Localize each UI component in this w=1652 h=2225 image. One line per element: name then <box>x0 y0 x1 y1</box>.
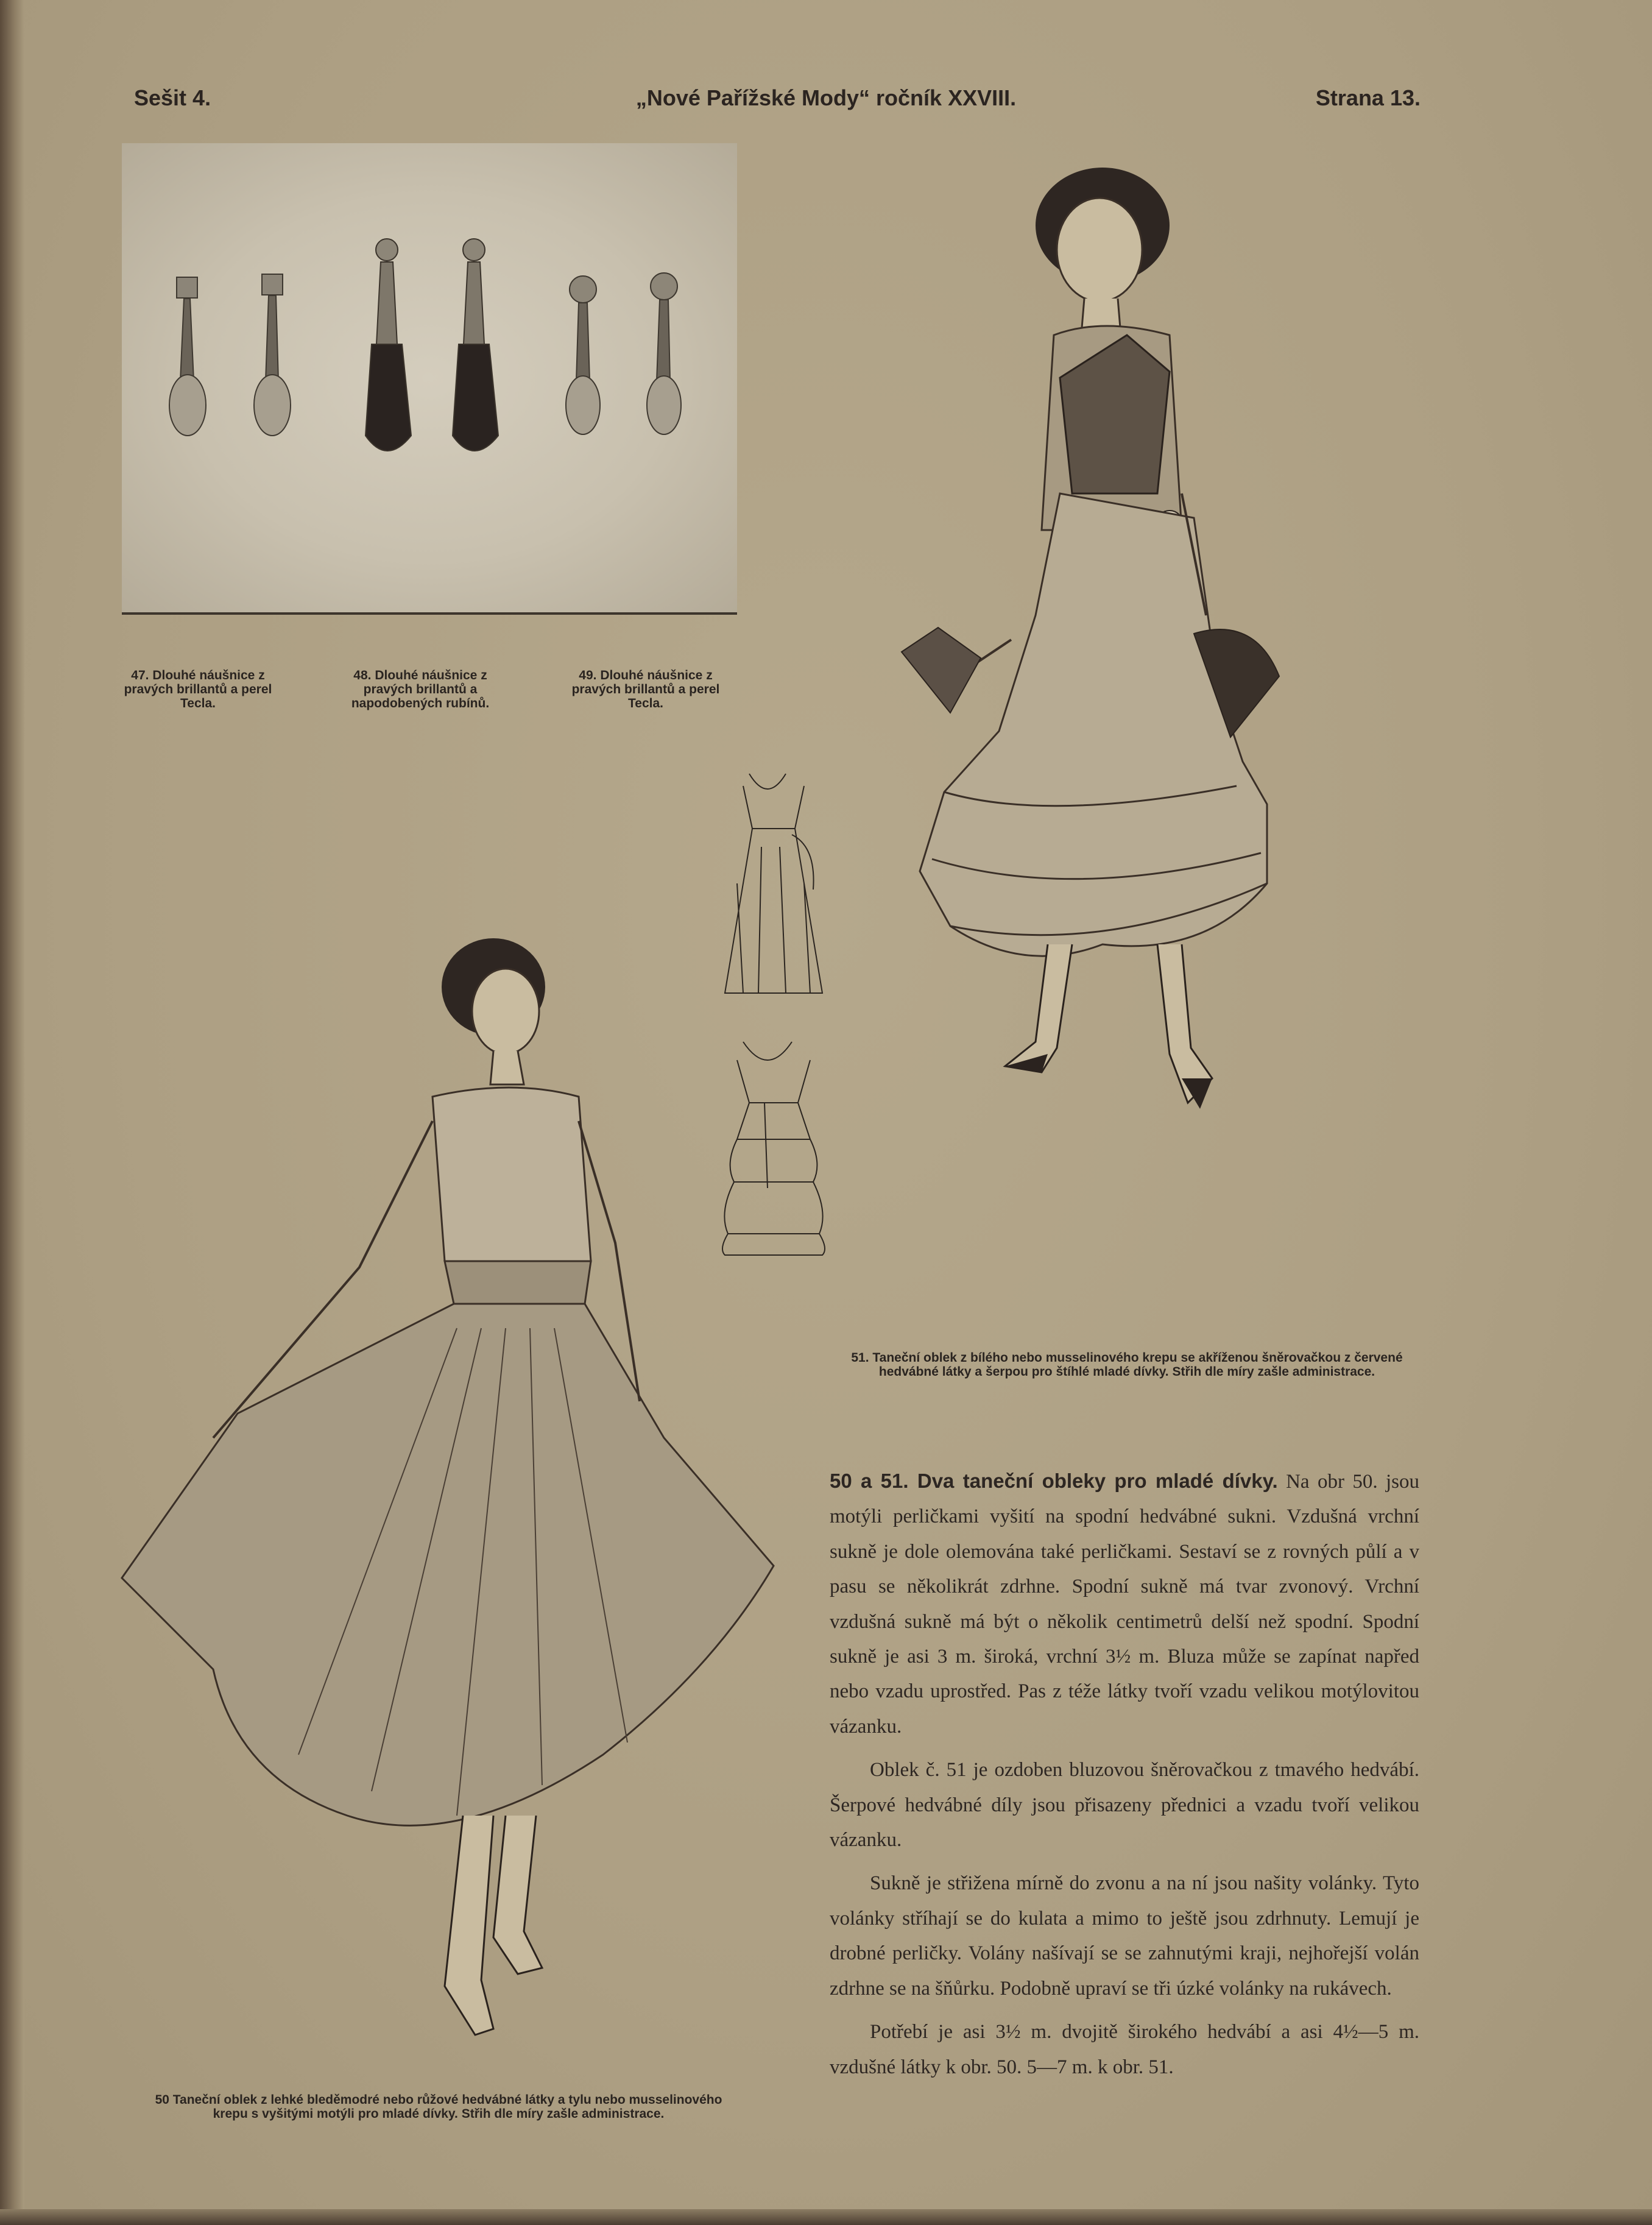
article <box>830 1463 1419 2093</box>
earrings-photo <box>122 143 737 615</box>
running-title: „Nové Pařížské Mody“ ročník XXVIII. <box>635 85 1017 110</box>
article-paragraph-2: Oblek č. 51 je ozdoben bluzovou šněrovačkou z tmavého hedvábí. Šerpové hedvábné díly jsou přisazeny přednici a vzadu tvoří velikou vázanku. <box>830 1759 1419 1852</box>
caption-49: 49. Dlouhé náušnice z pravých brillantů a perel Tecla. <box>571 668 720 710</box>
article-paragraph-4: Potřebí je asi 3½ m. dvojitě širokého hedvábí a asi 4½—5 m. vzdušné látky k obr. 50. 5—7 m. k obr. 51. <box>830 2021 1419 2078</box>
page-number: Strana 13. <box>1315 85 1421 110</box>
issue-number: Sešit 4. <box>134 85 211 110</box>
caption-50: 50 Taneční oblek z lehké bleděmodré nebo růžové hedvábné látky a tylu nebo musselinového krepu s vyšitými motýli pro mladé dívky. Střih dle míry zašle administrace. <box>155 2093 722 2121</box>
book-spine <box>0 0 24 2225</box>
article-paragraph-1 <box>830 1463 1419 1744</box>
caption-51: 51. Taneční oblek z bílého nebo musselinového krepu se akříženou šněrovačkou z červené hedvábné látky a šerpou pro štíhlé mladé dívky. Střih dle míry zašle administrace. <box>851 1351 1403 1379</box>
page-bottom-edge <box>0 2209 1652 2225</box>
article-heading: 50 a 51. Dva taneční obleky pro mladé dívky. <box>830 1470 1278 1492</box>
article-p1-text: Na obr 50. jsou motýli perličkami vyšití na spodní hedvábné sukni. Vzdušná vrchní sukně je dole olemována také perličkami. Sestaví se z rovných půlí a v pasu se několikrát zdrhne. Spodní sukně má tvar zvonový. Vrchní vzdušná sukně má být o několik centimetrů delší než spodní. Spodní sukně je asi 3 m. široká, vrchní 3½ m. Bluza může se zapínat napřed nebo vzadu uprostřed. Pas z téže látky tvoří vzadu velikou motýlovitou vázanku. <box>830 1471 1420 1738</box>
earring-pair-47 <box>169 274 291 436</box>
caption-47: 47. Dlouhé náušnice z pravých brillantů a perel Tecla. <box>124 668 272 710</box>
illustration-fig-50 <box>116 902 786 2090</box>
illustration-fig-51 <box>841 152 1438 1322</box>
caption-48: 48. Dlouhé náušnice z pravých brillantů a napodobených rubínů. <box>351 668 490 710</box>
earring-pair-48 <box>365 239 498 451</box>
earring-pair-49 <box>566 273 681 434</box>
article-paragraph-3: Sukně je střižena mírně do zvonu a na ní jsou našity volánky. Tyto volánky stříhají se do kulata a mimo to ještě jsou zdrhnuty. Lemují je drobné perličky. Volány našívají se se zahnutými kraji, nejhořejší volán zdrhne se na šňůrku. Podobně upraví se tři úzké volánky na rukávech. <box>830 1872 1419 2000</box>
